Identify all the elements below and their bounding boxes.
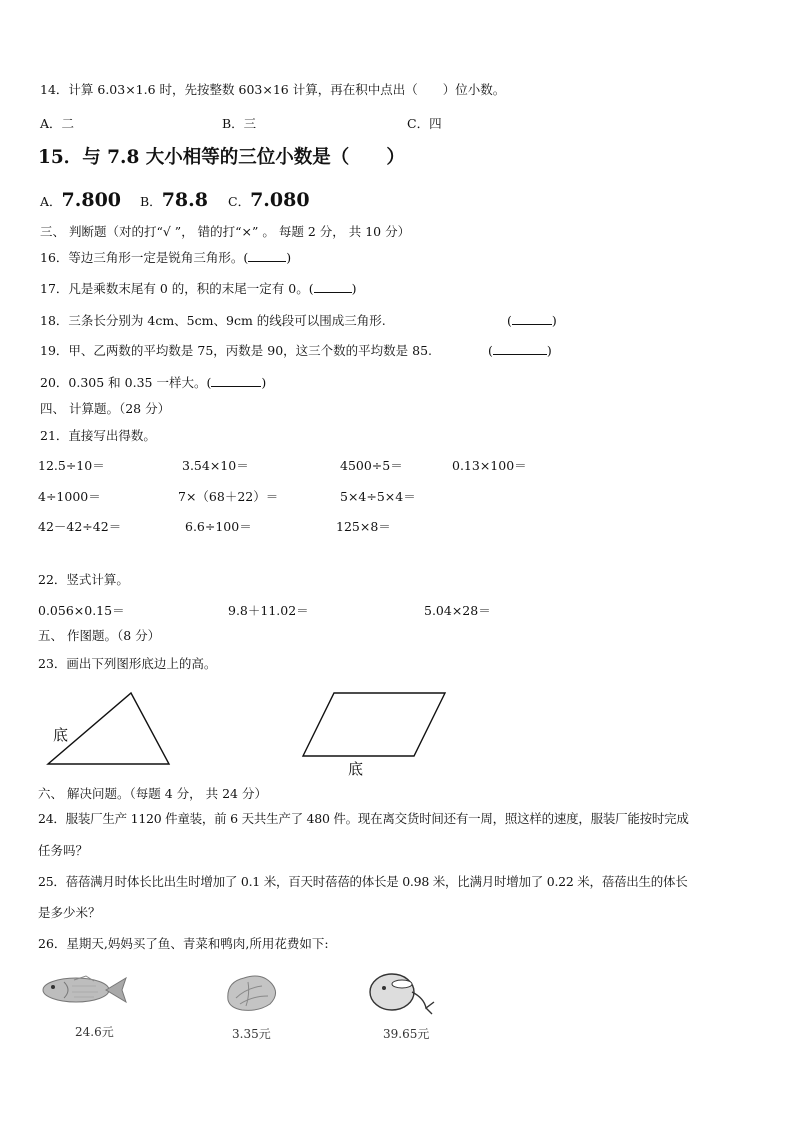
column-calc-item: 5.04×28＝: [424, 603, 491, 618]
fish-icon: [36, 968, 128, 1012]
cabbage-price: 3.35元: [232, 1027, 271, 1041]
fish-price: 24.6元: [75, 1025, 114, 1039]
question-22-stem: 22．竖式计算。: [38, 572, 129, 587]
question-14-option-a: A．二: [40, 116, 75, 131]
question-15-option-c: C．7.080: [228, 189, 310, 211]
section-6-heading: 六、 解决问题。（每题 4 分， 共 24 分）: [38, 786, 267, 801]
question-14-stem: 14．计算 6.03×1.6 时，先按整数 603×16 计算，再在积中点出（ ）位小数。: [40, 82, 506, 97]
column-calc-item: 9.8＋11.02＝: [228, 603, 309, 618]
question-20: 20．0.305 和 0.35 一样大。( ): [40, 375, 267, 390]
calc-item: 5×4÷5×4＝: [340, 489, 416, 504]
calc-item: 6.6÷100＝: [185, 519, 252, 534]
section-3-heading: 三、 判断题（对的打“√ ”， 错的打“×” 。 每题 2 分， 共 10 分）: [40, 224, 411, 239]
question-15-option-a: A．7.800: [40, 189, 122, 211]
duck-price: 39.65元: [383, 1027, 430, 1041]
question-14-option-b: B．三: [222, 116, 257, 131]
question-25-line-2: 是多少米？: [38, 905, 101, 920]
parallelogram-shape: [303, 693, 445, 756]
triangle-base-label: 底: [53, 726, 69, 744]
duck-icon: [364, 968, 440, 1020]
calc-item: 42－42÷42＝: [38, 519, 122, 534]
question-19: 19．甲、乙两数的平均数是 75，丙数是 90，这三个数的平均数是 85.: [40, 343, 433, 358]
section-5-heading: 五、 作图题。（8 分）: [38, 628, 161, 643]
calc-item: 0.13×100＝: [452, 458, 527, 473]
column-calc-item: 0.056×0.15＝: [38, 603, 125, 618]
calc-item: 4÷1000＝: [38, 489, 101, 504]
calc-item: 12.5÷10＝: [38, 458, 105, 473]
calc-item: 4500÷5＝: [340, 458, 403, 473]
section-4-heading: 四、 计算题。（28 分）: [40, 401, 171, 416]
calc-item: 3.54×10＝: [182, 458, 249, 473]
question-24-line-1: 24．服装厂生产 1120 件童装，前 6 天共生产了 480 件。现在离交货时间还有一周，照这样的速度，服装厂能按时完成: [38, 811, 689, 826]
question-16: 16．等边三角形一定是锐角三角形。( ): [40, 250, 292, 265]
question-14-option-c: C．四: [407, 116, 442, 131]
question-18-bracket: ( ): [507, 313, 557, 328]
question-24-line-2: 任务吗？: [38, 843, 89, 858]
question-25-line-1: 25．蓓蓓满月时体长比出生时增加了 0.1 米，百天时蓓蓓的体长是 0.98 米，比满月时增加了 0.22 米，蓓蓓出生的体长: [38, 874, 688, 889]
question-19-bracket: ( ): [488, 343, 552, 358]
question-15-option-b: B．78.8: [140, 189, 208, 211]
calc-item: 125×8＝: [336, 519, 391, 534]
question-15-stem: 15．与 7.8 大小相等的三位小数是（ ）: [38, 147, 405, 168]
question-26-stem: 26．星期天,妈妈买了鱼、青菜和鸭肉,所用花费如下:: [38, 936, 329, 951]
parallelogram-base-label: 底: [348, 760, 364, 778]
question-18: 18．三条长分别为 4cm、5cm、9cm 的线段可以围成三角形.: [40, 313, 386, 328]
question-17: 17．凡是乘数末尾有 0 的，积的末尾一定有 0。( ): [40, 281, 357, 296]
question-21-stem: 21．直接写出得数。: [40, 428, 156, 443]
calc-item: 7×（68＋22）＝: [178, 489, 279, 504]
question-23-stem: 23．画出下列图形底边上的高。: [38, 656, 217, 671]
cabbage-icon: [222, 970, 284, 1014]
